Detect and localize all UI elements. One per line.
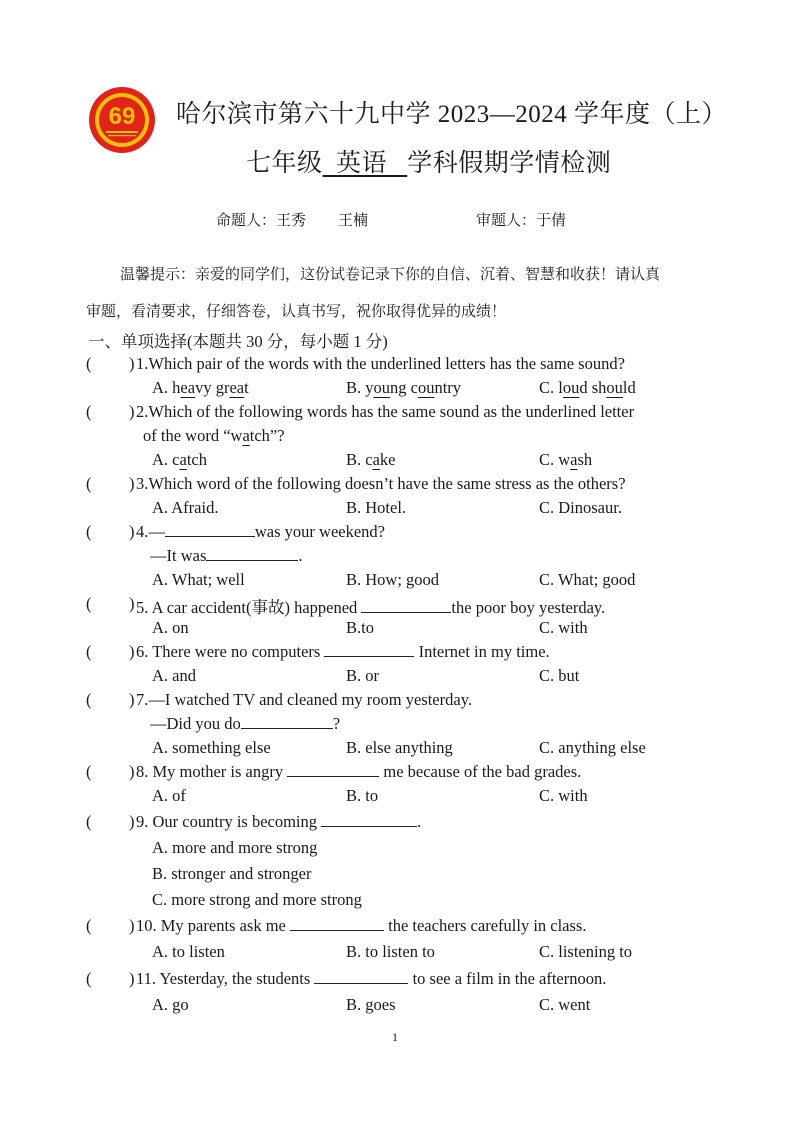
fill-blank[interactable] xyxy=(290,916,384,931)
answer-paren-open: ( xyxy=(86,354,92,373)
answer-paren-close: ) xyxy=(129,690,135,709)
answer-paren-close: ) xyxy=(129,812,135,831)
question-stem: 2.Which of the following words has the same sound as the underlined letter xyxy=(136,402,635,421)
question-stem: 9. Our country is becoming . xyxy=(136,812,422,831)
option-a: A. on xyxy=(152,618,189,637)
option-b: B. young country xyxy=(346,378,462,397)
fill-blank[interactable] xyxy=(241,714,333,729)
section-title: 一、单项选择(本题共 30 分，每小题 1 分) xyxy=(88,332,388,351)
option-c: C. with xyxy=(539,618,588,637)
option-a: A. go xyxy=(152,995,189,1014)
option-c: C. more strong and more strong xyxy=(152,890,362,909)
answer-paren-close: ) xyxy=(129,762,135,781)
fill-blank[interactable] xyxy=(314,969,408,984)
tip-line-2: 审题，看清要求，仔细答卷，认真书写，祝你取得优异的成绩！ xyxy=(86,303,507,320)
option-c: C. went xyxy=(539,995,591,1014)
answer-paren-open: ( xyxy=(86,522,92,541)
answer-paren-open: ( xyxy=(86,916,92,935)
question-stem-line2: of the word “watch”? xyxy=(143,426,285,445)
fill-blank[interactable] xyxy=(206,546,298,561)
option-b: B. or xyxy=(346,666,379,685)
answer-paren-close: ) xyxy=(129,522,135,541)
option-b: B. else anything xyxy=(346,738,453,757)
answer-paren-open: ( xyxy=(86,402,92,421)
answer-paren-open: ( xyxy=(86,762,92,781)
question-stem-line2: —Did you do ? xyxy=(150,714,341,733)
option-a: A. something else xyxy=(152,738,271,757)
subject-label: 英语 xyxy=(336,150,388,177)
fill-blank[interactable] xyxy=(165,522,255,537)
fill-blank[interactable] xyxy=(324,642,414,657)
school-title: 哈尔滨市第六十九中学 2023—2024 学年度（上） xyxy=(176,101,728,128)
answer-paren-close: ) xyxy=(129,916,135,935)
option-c: C. but xyxy=(539,666,580,685)
fill-blank[interactable] xyxy=(361,598,451,613)
option-c: C. listening to xyxy=(539,942,633,961)
answer-paren-close: ) xyxy=(129,402,135,421)
fill-blank[interactable] xyxy=(287,762,379,777)
question-stem: 3.Which word of the following doesn’t have the same stress as the others? xyxy=(136,474,626,493)
school-logo xyxy=(88,86,156,154)
question-stem: 1.Which pair of the words with the underlined letters has the same sound? xyxy=(136,354,625,373)
option-a: A. more and more strong xyxy=(152,838,318,857)
question-stem: 5. A car accident(事故) happened the poor boy yesterday. xyxy=(136,598,606,617)
answer-paren-open: ( xyxy=(86,690,92,709)
option-b: B. How; good xyxy=(346,570,440,589)
option-c: C. wash xyxy=(539,450,593,469)
option-a: A. catch xyxy=(152,450,207,469)
answer-paren-open: ( xyxy=(86,594,92,613)
reviewer-label: 审题人：于倩 xyxy=(476,212,567,229)
option-b: B. goes xyxy=(346,995,396,1014)
option-a: A. heavy great xyxy=(152,378,249,397)
answer-paren-close: ) xyxy=(129,642,135,661)
answer-paren-close: ) xyxy=(129,354,135,373)
exam-name: 学科假期学情检测 xyxy=(407,150,612,177)
answer-paren-open: ( xyxy=(86,474,92,493)
author-label: 命题人：王秀 xyxy=(216,212,307,229)
option-b: B. stronger and stronger xyxy=(152,864,312,883)
option-a: A. What; well xyxy=(152,570,245,589)
option-c: C. anything else xyxy=(539,738,646,757)
answer-paren-close: ) xyxy=(129,474,135,493)
answer-paren-open: ( xyxy=(86,642,92,661)
option-c: C. What; good xyxy=(539,570,636,589)
option-c: C. with xyxy=(539,786,588,805)
author2: 王楠 xyxy=(338,212,369,229)
answer-paren-open: ( xyxy=(86,969,92,988)
tip-line-1: 温馨提示：亲爱的同学们，这份试卷记录下你的自信、沉着、智慧和收获！请认真 xyxy=(120,266,661,283)
option-a: A. to listen xyxy=(152,942,225,961)
question-stem: 6. There were no computers Internet in my time. xyxy=(136,642,550,661)
question-stem-line2: —It was . xyxy=(150,546,303,565)
exam-title xyxy=(246,143,611,179)
option-b: B.to xyxy=(346,618,374,637)
option-b: B. to listen to xyxy=(346,942,435,961)
answer-paren-close: ) xyxy=(129,594,135,613)
question-stem: 11. Yesterday, the students to see a film in the afternoon. xyxy=(136,969,607,988)
answer-paren-open: ( xyxy=(86,812,92,831)
option-c: C. loud should xyxy=(539,378,636,397)
grade-label: 七年级 xyxy=(246,150,323,177)
option-a: A. Afraid. xyxy=(152,498,219,517)
logo-number: 69 xyxy=(108,103,136,130)
page-number: 1 xyxy=(392,1030,398,1044)
question-stem: 7.—I watched TV and cleaned my room yesterday. xyxy=(136,690,473,709)
option-b: B. Hotel. xyxy=(346,498,407,517)
question-stem: 4.— was your weekend? xyxy=(136,522,385,541)
fill-blank[interactable] xyxy=(321,812,417,827)
option-c: C. Dinosaur. xyxy=(539,498,622,517)
question-stem: 10. My parents ask me the teachers carefully in class. xyxy=(136,916,587,935)
question-stem: 8. My mother is angry me because of the bad grades. xyxy=(136,762,582,781)
option-a: A. and xyxy=(152,666,196,685)
option-a: A. of xyxy=(152,786,186,805)
option-b: B. to xyxy=(346,786,379,805)
answer-paren-close: ) xyxy=(129,969,135,988)
option-b: B. cake xyxy=(346,450,396,469)
